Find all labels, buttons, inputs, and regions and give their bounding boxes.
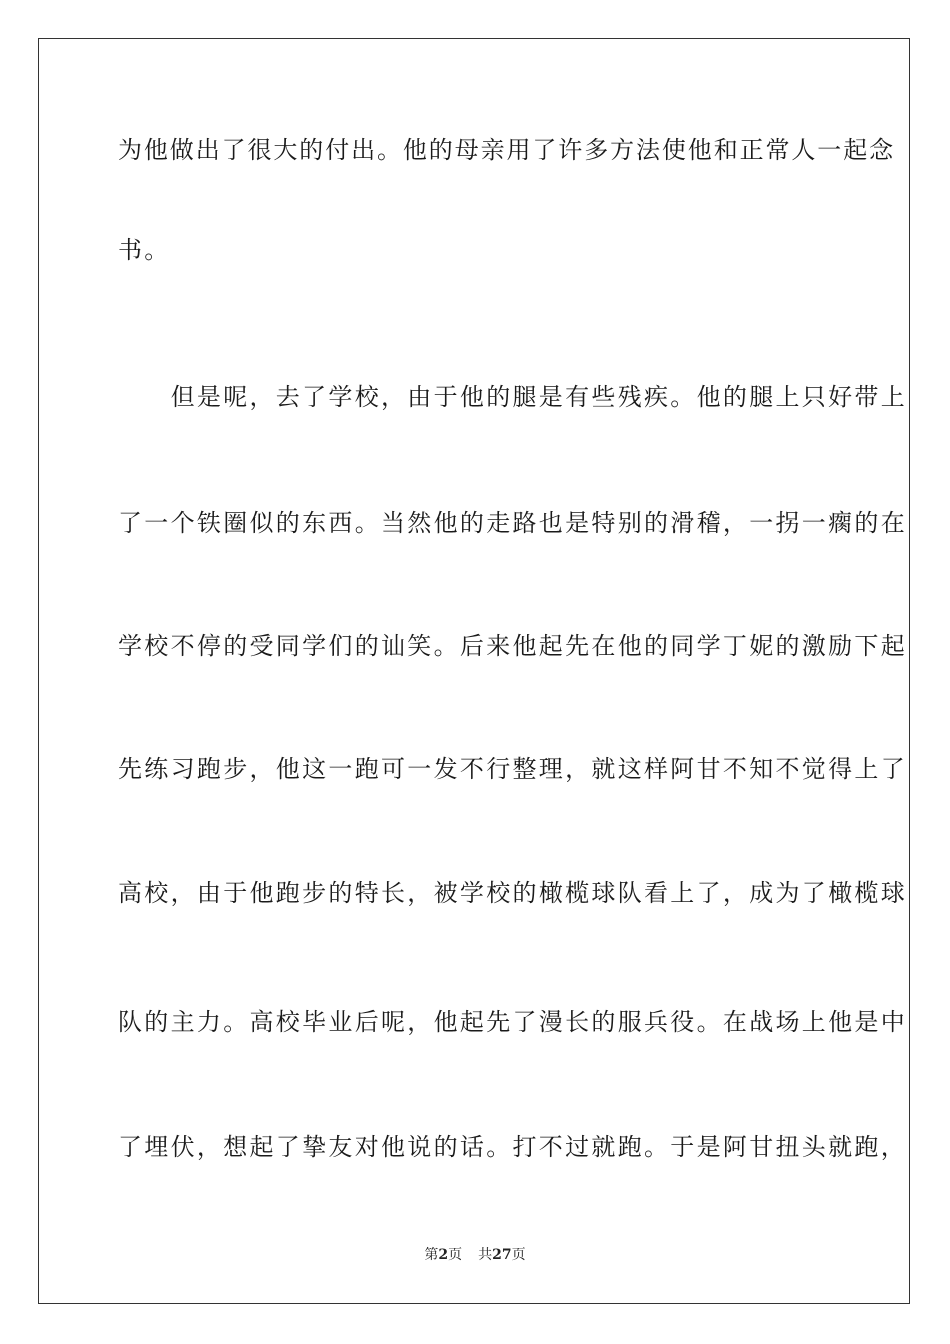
- text-line-4: 了一个铁圈似的东西。当然他的走路也是特别的滑稽，一拐一瘸的在: [118, 509, 907, 537]
- text-line-2: 书。: [118, 236, 171, 264]
- text-line-3: [118, 381, 908, 413]
- page-prefix: 第: [424, 1247, 439, 1263]
- text-line-5: 学校不停的受同学们的讪笑。后来他起先在他的同学丁妮的激励下起: [118, 632, 907, 660]
- page-border: [38, 38, 910, 1304]
- page-suffix: 页: [448, 1247, 463, 1263]
- text-line-3-content: 但是呢，去了学校，由于他的腿是有些残疾。他的腿上只好带上: [170, 383, 908, 411]
- text-line-6: 先练习跑步，他这一跑可一发不行整理，就这样阿甘不知不觉得上了: [118, 755, 907, 783]
- text-line-8: 队的主力。高校毕业后呢，他起先了漫长的服兵役。在战场上他是中: [118, 1008, 907, 1036]
- total-prefix: 共: [478, 1247, 493, 1263]
- text-line-9: 了埋伏，想起了挚友对他说的话。打不过就跑。于是阿甘扭头就跑，: [118, 1133, 907, 1161]
- text-line-7: 高校，由于他跑步的特长，被学校的橄榄球队看上了，成为了橄榄球: [118, 879, 907, 907]
- total-pages: 27: [492, 1247, 512, 1263]
- total-suffix: 页: [511, 1247, 526, 1263]
- page-footer: [0, 1245, 950, 1265]
- page-number: 2: [438, 1247, 449, 1263]
- text-line-1: 为他做出了很大的付出。他的母亲用了许多方法使他和正常人一起念: [118, 136, 895, 164]
- paragraph-indent: [118, 383, 171, 411]
